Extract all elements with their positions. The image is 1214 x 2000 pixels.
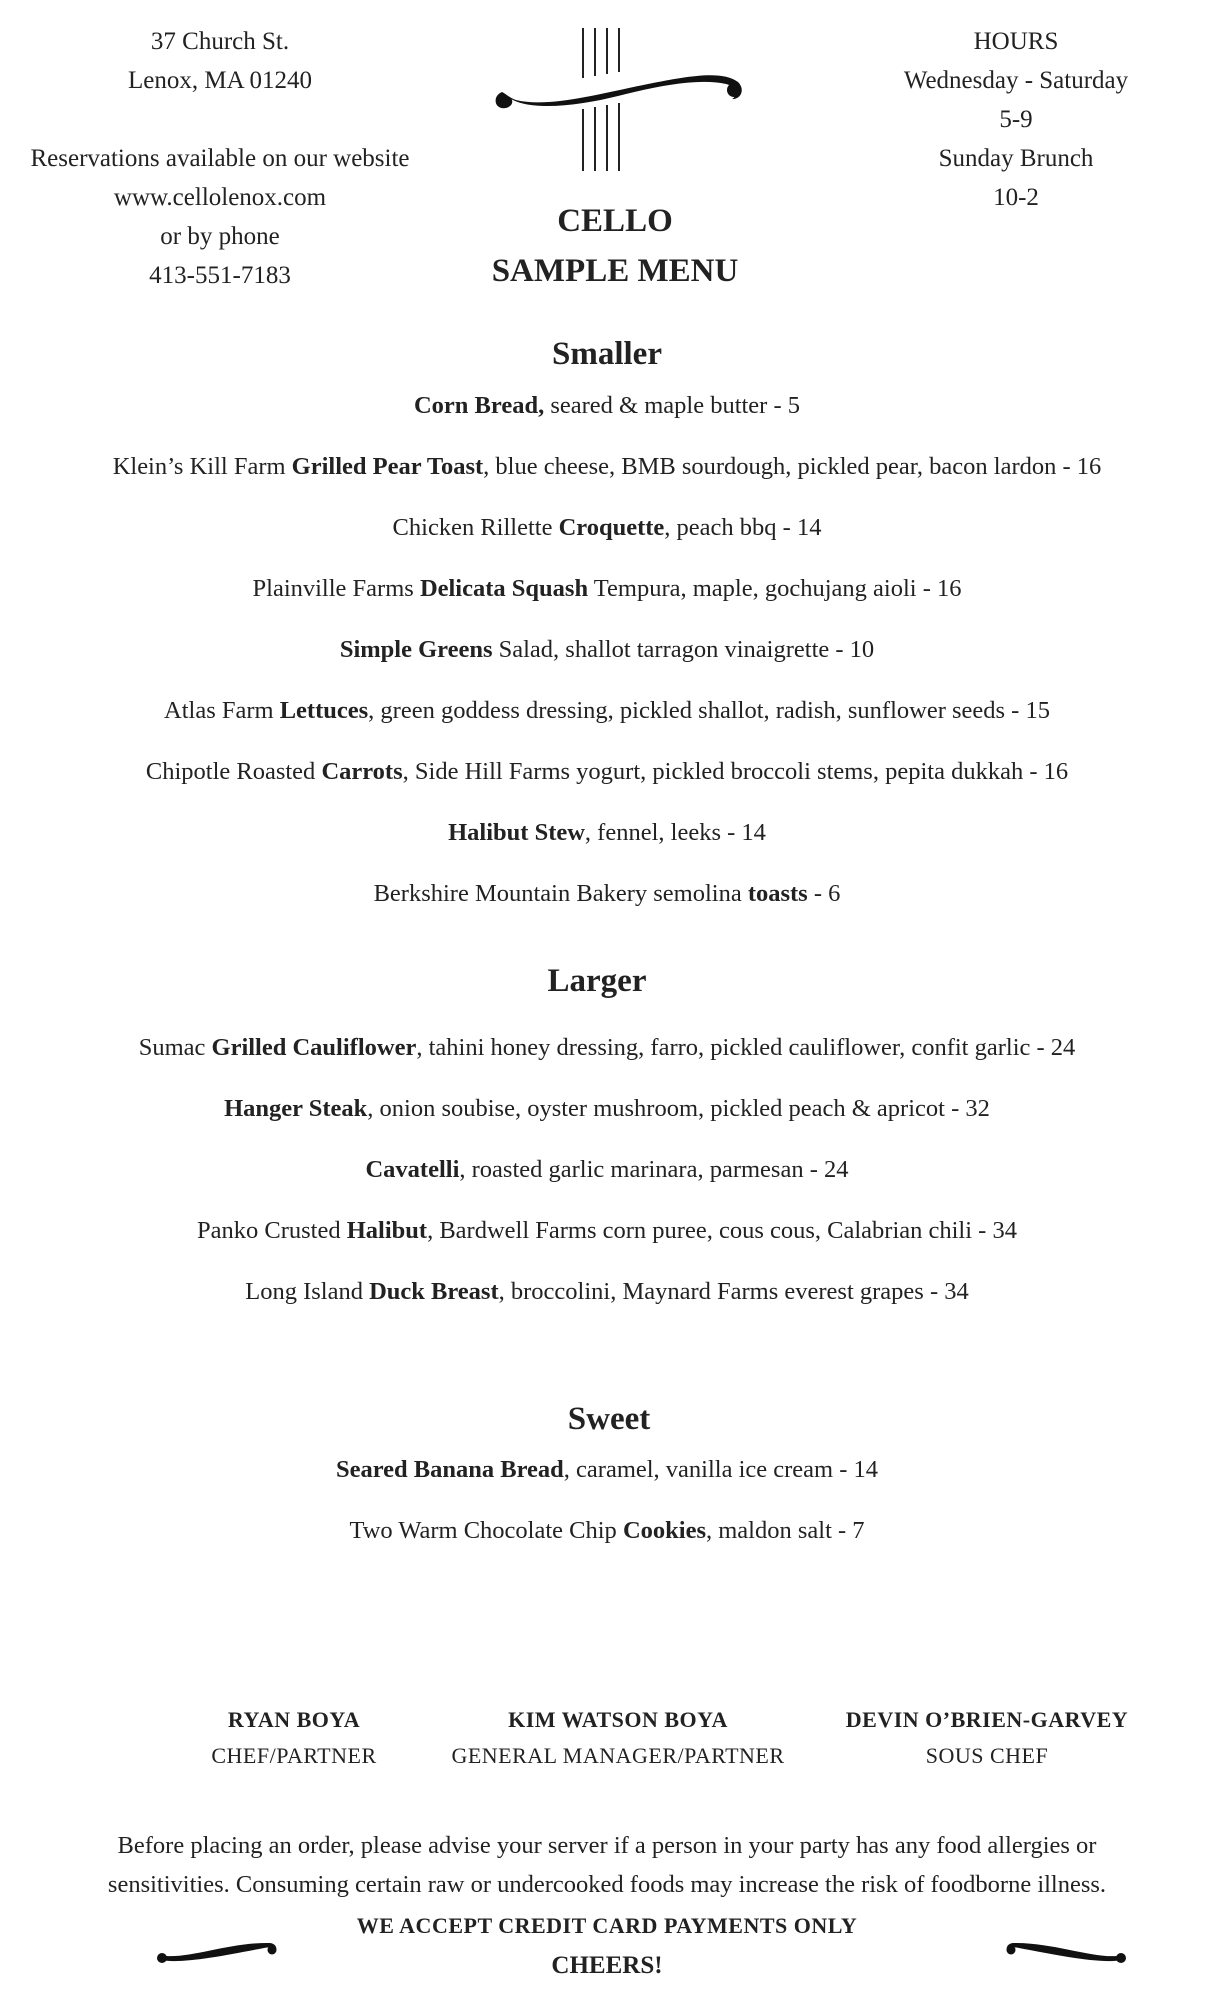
phone-number[interactable]: 413-551-7183 (149, 262, 291, 289)
item-description: , caramel, vanilla ice cream - 14 (563, 1456, 879, 1483)
item-prefix: Klein’s Kill Farm (112, 453, 292, 480)
item-name: Cookies (622, 1517, 706, 1544)
item-description: , tahini honey dressing, farro, pickled cauliflower, confit garlic - 24 (416, 1034, 1076, 1061)
item-prefix: Sumac (138, 1034, 212, 1061)
item-description: , Bardwell Farms corn puree, cous cous, Calabrian chili - 34 (427, 1217, 1017, 1244)
menu-item (0, 1456, 1214, 1484)
item-description: , green goddess dressing, pickled shallot, radish, sunflower seeds - 15 (368, 697, 1050, 724)
item-description: , Side Hill Farms yogurt, pickled broccoli stems, pepita dukkah - 16 (402, 758, 1069, 785)
item-description: , onion soubise, oyster mushroom, pickled peach & apricot - 32 (367, 1095, 990, 1122)
staff-name: RYAN BOYA (227, 1707, 361, 1732)
menu-item (0, 392, 1214, 420)
section-heading-larger: Larger (547, 963, 647, 999)
item-description: , broccolini, Maynard Farms everest grapes - 34 (498, 1278, 969, 1305)
hours-block (866, 22, 1166, 217)
item-name: Carrots (321, 758, 403, 785)
menu-item (0, 1278, 1214, 1306)
item-prefix: Chipotle Roasted (145, 758, 322, 785)
menu-item (0, 819, 1214, 847)
item-prefix: Panko Crusted (197, 1217, 347, 1244)
section-heading-sweet: Sweet (567, 1401, 651, 1437)
hours-times: 5-9 (999, 106, 1033, 133)
item-description: Salad, shallot tarragon vinaigrette - 10 (492, 636, 875, 663)
staff-name: KIM WATSON BOYA (508, 1707, 728, 1732)
brunch-times: 10-2 (993, 184, 1039, 211)
hours-days: Wednesday - Saturday (903, 67, 1129, 94)
allergy-notice-line: sensitivities. Consuming certain raw or undercooked foods may increase the risk of foodborne illness. (107, 1871, 1107, 1898)
item-name: Corn Bread, (413, 392, 545, 419)
allergy-notice-line: Before placing an order, please advise your server if a person in your party has any food allergies or (117, 1832, 1097, 1859)
item-description: - 6 (807, 880, 841, 907)
menu-item (0, 636, 1214, 664)
item-description: , blue cheese, BMB sourdough, pickled pear, bacon lardon - 16 (483, 453, 1102, 480)
menu-subtitle: SAMPLE MENU (491, 253, 739, 289)
staff-role: GENERAL MANAGER/PARTNER (451, 1743, 785, 1768)
item-description: , fennel, leeks - 14 (584, 819, 766, 846)
item-name: toasts (747, 880, 808, 907)
item-name: Halibut (346, 1217, 428, 1244)
staff-name: DEVIN O’BRIEN-GARVEY (845, 1707, 1129, 1732)
menu-item (0, 453, 1214, 481)
menu-item (0, 1217, 1214, 1245)
item-prefix: Atlas Farm (164, 697, 280, 724)
reservations-note: Reservations available on our website (30, 145, 410, 172)
item-description: , roasted garlic marinara, parmesan - 24 (459, 1156, 849, 1183)
item-prefix: Plainville Farms (252, 575, 420, 602)
item-name: Grilled Cauliflower (211, 1034, 417, 1061)
item-prefix: Chicken Rillette (392, 514, 559, 541)
item-name: Lettuces (279, 697, 369, 724)
item-name: Duck Breast (369, 1278, 499, 1305)
item-name: Halibut Stew (448, 819, 585, 846)
menu-item (0, 514, 1214, 542)
cello-logo-icon (488, 26, 748, 176)
menu-item (0, 697, 1214, 725)
hours-heading: HOURS (973, 28, 1059, 55)
item-name: Hanger Steak (224, 1095, 368, 1122)
item-name: Croquette (558, 514, 665, 541)
item-description: Tempura, maple, gochujang aioli - 16 (588, 575, 962, 602)
phone-label: or by phone (160, 223, 280, 250)
brunch-label: Sunday Brunch (938, 145, 1094, 172)
menu-item (0, 758, 1214, 786)
item-prefix: Berkshire Mountain Bakery semolina (373, 880, 748, 907)
city-address: Lenox, MA 01240 (127, 67, 313, 94)
item-description: seared & maple butter - 5 (544, 392, 800, 419)
staff-role: SOUS CHEF (925, 1743, 1049, 1768)
menu-item (0, 1095, 1214, 1123)
flourish-icon (152, 1938, 282, 1974)
item-prefix: Long Island (245, 1278, 370, 1305)
cheers-text: CHEERS! (551, 1952, 663, 1979)
item-name: Seared Banana Bread (335, 1456, 564, 1483)
restaurant-name: CELLO (557, 203, 673, 239)
item-description: , peach bbq - 14 (664, 514, 822, 541)
menu-title (420, 196, 810, 296)
item-description: , maldon salt - 7 (705, 1517, 865, 1544)
item-prefix: Two Warm Chocolate Chip (349, 1517, 623, 1544)
item-name: Simple Greens (339, 636, 493, 663)
address-block (0, 22, 440, 295)
menu-item (0, 1517, 1214, 1545)
item-name: Delicata Squash (419, 575, 589, 602)
staff-sous-chef (777, 1707, 1197, 1769)
item-name: Grilled Pear Toast (291, 453, 484, 480)
menu-item (0, 575, 1214, 603)
staff-role: CHEF/PARTNER (211, 1743, 377, 1768)
website-link[interactable]: www.cellolenox.com (113, 184, 327, 211)
allergy-notice (20, 1826, 1194, 1904)
payment-notice: WE ACCEPT CREDIT CARD PAYMENTS ONLY (356, 1913, 858, 1938)
item-name: Cavatelli (365, 1156, 460, 1183)
menu-item (0, 1156, 1214, 1184)
flourish-icon (1001, 1938, 1131, 1974)
staff-manager (408, 1707, 828, 1769)
section-heading-smaller: Smaller (552, 336, 662, 372)
menu-item (0, 1034, 1214, 1062)
menu-item (0, 880, 1214, 908)
street-address: 37 Church St. (150, 28, 290, 55)
